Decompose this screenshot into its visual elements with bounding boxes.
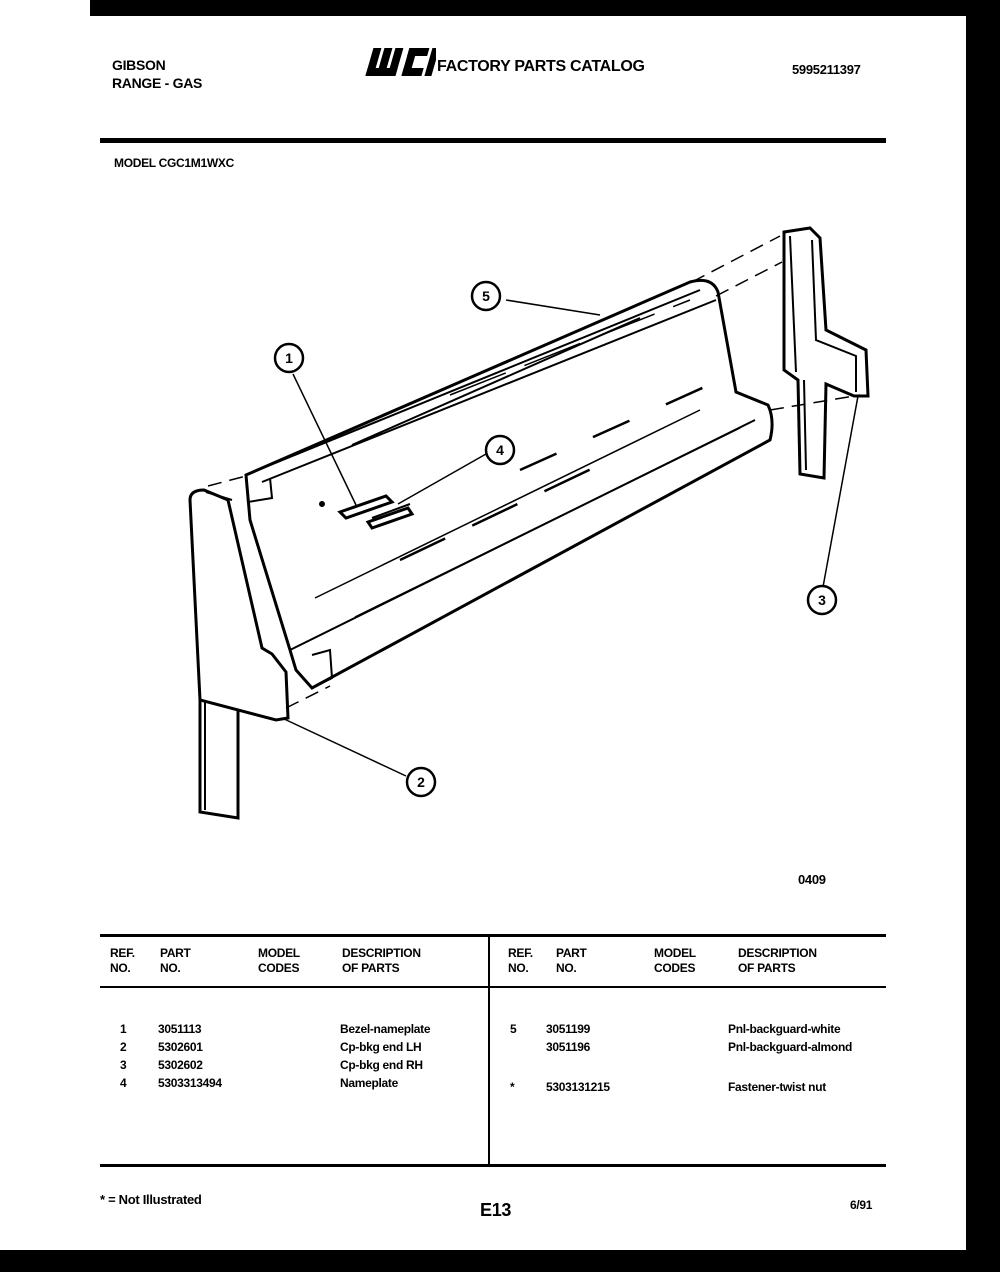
row-ref: 4	[120, 1076, 127, 1090]
callout-2-label: 2	[417, 774, 425, 790]
header-part-left: PART NO.	[160, 946, 191, 975]
row-ref: *	[510, 1080, 515, 1094]
model-label: MODEL CGC1M1WXC	[114, 156, 234, 170]
header-ref-right: REF. NO.	[508, 946, 533, 975]
row-ref: 1	[120, 1022, 127, 1036]
row-ref: 3	[120, 1058, 127, 1072]
product-type: RANGE - GAS	[112, 75, 203, 91]
callout-4-label: 4	[496, 442, 504, 458]
header-model-right: MODEL CODES	[654, 946, 696, 975]
callout-5	[472, 282, 500, 310]
row-part-number: 3051113	[158, 1022, 202, 1036]
row-ref: 5	[510, 1022, 517, 1036]
table-top-rule	[100, 934, 886, 937]
brand-name: GIBSON	[112, 57, 166, 73]
row-ref: 2	[120, 1040, 127, 1054]
row-description: Pnl-backguard-almond	[728, 1040, 853, 1054]
row-part-number: 3051199	[546, 1022, 590, 1036]
row-description: Pnl-backguard-white	[728, 1022, 841, 1036]
callout-1-label: 1	[285, 350, 293, 366]
callout-3-label: 3	[818, 592, 826, 608]
row-part-number: 5303131215	[546, 1080, 610, 1094]
header-part-right: PART NO.	[556, 946, 587, 975]
callout-2	[407, 768, 435, 796]
row-description: Fastener-twist nut	[728, 1080, 826, 1094]
table-header-rule	[100, 986, 886, 988]
callout-1	[275, 344, 303, 372]
callout-4	[486, 436, 514, 464]
table-column-divider	[488, 936, 490, 1166]
row-description: Nameplate	[340, 1076, 398, 1090]
row-description: Cp-bkg end RH	[340, 1058, 423, 1072]
row-part-number: 5302601	[158, 1040, 203, 1054]
row-description: Bezel-nameplate	[340, 1022, 431, 1036]
callout-5-label: 5	[482, 288, 490, 304]
catalog-title: FACTORY PARTS CATALOG	[437, 58, 645, 75]
callout-3	[808, 586, 836, 614]
not-illustrated-note: * = Not Illustrated	[100, 1192, 202, 1207]
header-desc-left: DESCRIPTION OF PARTS	[342, 946, 421, 975]
figure-code: 0409	[798, 872, 826, 887]
page-number: E13	[480, 1200, 512, 1220]
table-bottom-rule	[100, 1164, 886, 1167]
header-model-left: MODEL CODES	[258, 946, 300, 975]
header-desc-right: DESCRIPTION OF PARTS	[738, 946, 817, 975]
row-part-number: 3051196	[546, 1040, 590, 1054]
header-ref-left: REF. NO.	[110, 946, 135, 975]
row-part-number: 5302602	[158, 1058, 203, 1072]
document-number: 5995211397	[792, 62, 861, 77]
row-part-number: 5303313494	[158, 1076, 222, 1090]
revision-date: 6/91	[850, 1198, 873, 1212]
row-description: Cp-bkg end LH	[340, 1040, 422, 1054]
